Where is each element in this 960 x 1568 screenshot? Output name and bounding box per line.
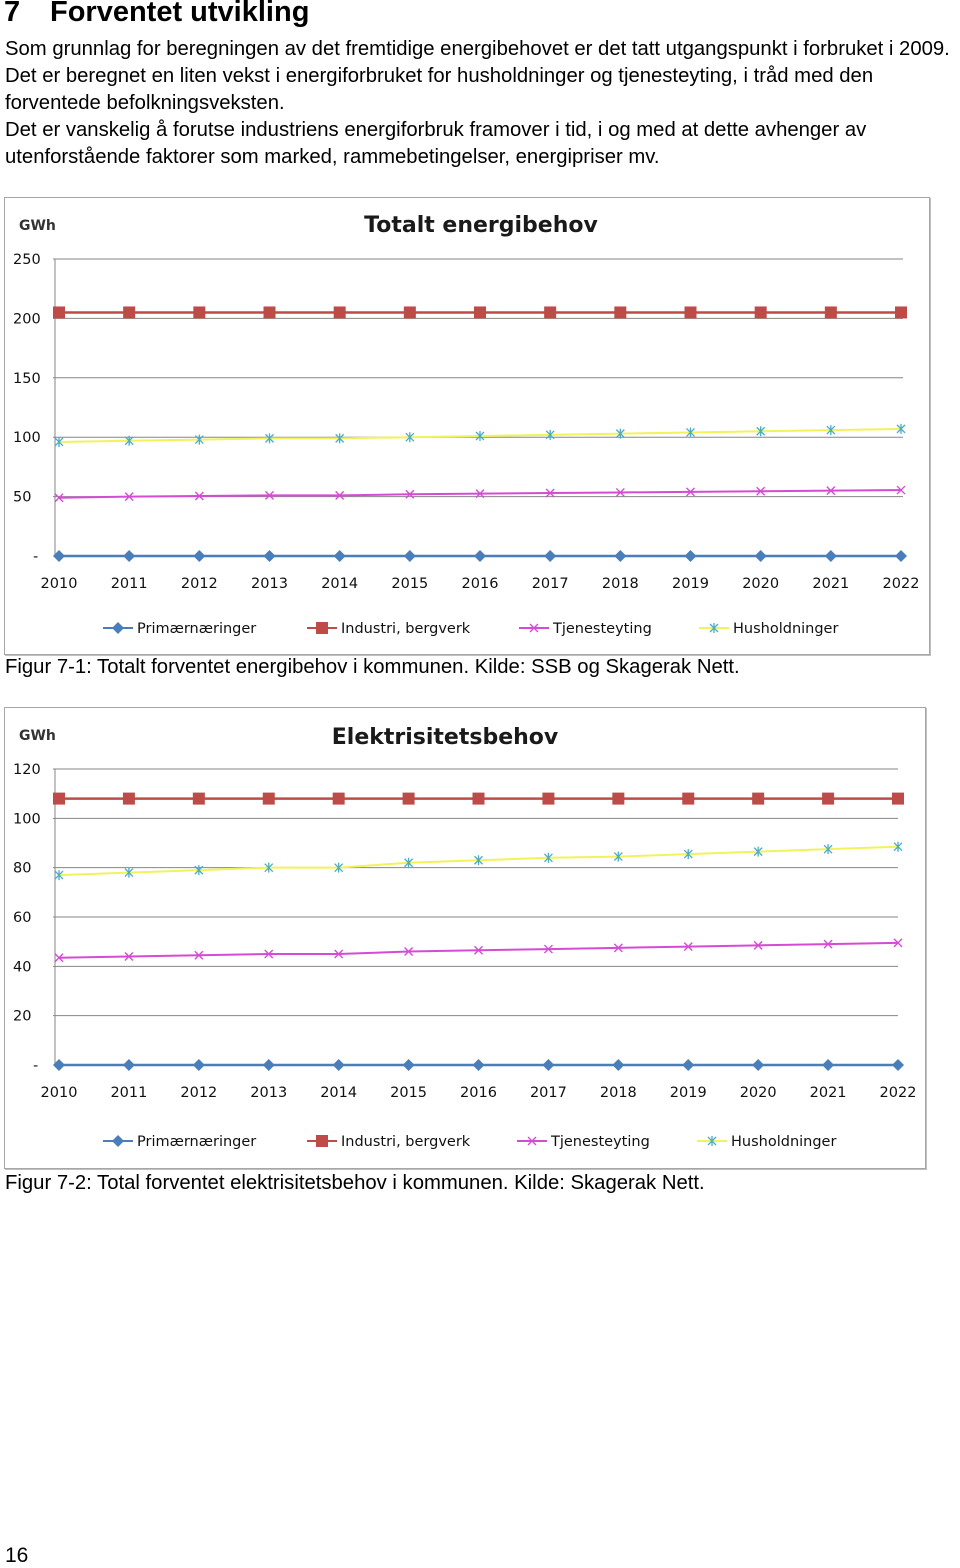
x-tick-label: 2014: [320, 1085, 358, 1101]
x-tick-label: 2012: [180, 1085, 218, 1101]
y-tick-label: 50: [13, 489, 32, 506]
x-tick-label: 2011: [110, 576, 148, 592]
legend-item: [517, 1134, 650, 1150]
y-tick-label: 40: [13, 959, 32, 976]
x-tick-label: 2018: [601, 576, 639, 592]
data-point: [755, 550, 767, 562]
data-point: [682, 1059, 694, 1071]
chart-total-energy-svg: [5, 198, 929, 654]
x-tick-label: 2020: [742, 576, 780, 592]
x-tick-label: 2019: [672, 576, 709, 592]
legend-item: [103, 1134, 256, 1150]
series-husholdninger: [55, 424, 905, 447]
data-point: [542, 1059, 554, 1071]
x-tick-label: 2021: [809, 1085, 847, 1101]
data-point: [825, 306, 837, 318]
chart-electricity-svg: [5, 708, 925, 1168]
data-point: [685, 550, 697, 562]
data-point: [263, 793, 275, 805]
chart-title: Totalt energibehov: [364, 213, 598, 238]
y-tick-label: -: [33, 1058, 39, 1074]
paragraph: Som grunnlag for beregningen av det fremtidige energibehovet er det tatt utgangspunkt i forbruket i 2009. Det er beregnet en liten vekst i energiforbruket for husholdninger og tjenesteyting, i tråd med den forventede befolkningsveksten.: [5, 38, 950, 114]
data-point: [614, 306, 626, 318]
data-point: [752, 793, 764, 805]
data-point: [682, 793, 694, 805]
figure-caption-1: Figur 7-1: Totalt forventet energibehov i kommunen. Kilde: SSB og Skagerak Nett.: [5, 656, 740, 678]
data-point: [333, 793, 345, 805]
data-point: [755, 306, 767, 318]
x-tick-label: 2013: [251, 576, 288, 592]
paragraph: Det er vanskelig å forutse industriens energiforbruk framover i tid, i og med at dette avhenger av utenforstående faktorer som marked, rammebetingelser, energipriser mv.: [5, 119, 867, 168]
series-primaernaeringer: [53, 1059, 904, 1071]
y-tick-label: 120: [13, 762, 41, 778]
data-point: [612, 1059, 624, 1071]
x-tick-label: 2016: [460, 1085, 497, 1101]
x-tick-label: 2018: [599, 1085, 637, 1101]
legend-item: [519, 621, 652, 637]
x-tick-label: 2017: [531, 576, 569, 592]
legend-swatch-marker: [112, 1135, 124, 1147]
section-number: 7: [4, 0, 21, 28]
y-tick-label: 20: [13, 1008, 32, 1025]
series-industri-bergverk: [53, 306, 907, 318]
legend-label: Tjenesteyting: [551, 1134, 650, 1150]
legend-label: Primærnæringer: [137, 1134, 257, 1150]
data-point: [123, 306, 135, 318]
legend-swatch-marker: [316, 622, 328, 634]
data-point: [473, 793, 485, 805]
data-point: [193, 550, 205, 562]
y-axis-unit: GWh: [19, 728, 56, 744]
x-tick-label: 2019: [669, 1085, 707, 1101]
data-point: [333, 1059, 345, 1071]
legend-label: Industri, bergverk: [341, 621, 471, 637]
data-point: [825, 550, 837, 562]
x-tick-label: 2010: [40, 576, 78, 592]
x-tick-label: 2012: [180, 576, 218, 592]
data-point: [403, 1059, 415, 1071]
section-heading: [4, 0, 309, 29]
chart-electricity: [4, 707, 926, 1169]
x-tick-label: 2011: [110, 1085, 148, 1101]
data-point: [193, 793, 205, 805]
data-point: [404, 550, 416, 562]
data-point: [123, 793, 135, 805]
x-tick-label: 2022: [879, 1085, 917, 1101]
y-tick-label: 60: [13, 910, 32, 926]
x-tick-label: 2015: [391, 576, 429, 592]
y-tick-label: 150: [13, 370, 41, 387]
series-tjenesteyting: [55, 939, 902, 962]
x-tick-label: 2017: [529, 1085, 567, 1101]
data-point: [752, 1059, 764, 1071]
data-point: [892, 1059, 904, 1071]
section-title: Forventet utvikling: [50, 0, 310, 28]
legend-label: Primærnæringer: [137, 621, 257, 637]
y-axis-unit: GWh: [19, 218, 56, 234]
data-point: [53, 306, 65, 318]
data-point: [403, 793, 415, 805]
x-tick-label: 2022: [882, 576, 920, 592]
data-point: [474, 306, 486, 318]
data-point: [263, 1059, 275, 1071]
x-tick-label: 2021: [812, 576, 850, 592]
legend-label: Husholdninger: [733, 621, 839, 637]
data-point: [264, 306, 276, 318]
legend-item: [699, 621, 838, 637]
y-tick-label: 250: [13, 252, 41, 268]
x-tick-label: 2016: [461, 576, 499, 592]
data-point: [892, 793, 904, 805]
data-point: [895, 550, 907, 562]
legend-item: [307, 1134, 471, 1150]
data-point: [542, 793, 554, 805]
figure-caption-2: Figur 7-2: Total forventet elektrisitetsbehov i kommunen. Kilde: Skagerak Nett.: [5, 1172, 705, 1194]
series-husholdninger: [55, 842, 902, 880]
data-point: [544, 306, 556, 318]
y-tick-label: 80: [13, 860, 32, 877]
data-point: [895, 306, 907, 318]
data-point: [193, 306, 205, 318]
data-point: [334, 550, 346, 562]
body-text: [5, 36, 960, 171]
legend-label: Industri, bergverk: [341, 1134, 471, 1150]
data-point: [614, 550, 626, 562]
data-point: [612, 793, 624, 805]
data-point: [474, 550, 486, 562]
legend-label: Husholdninger: [731, 1134, 837, 1150]
legend-swatch-marker: [316, 1135, 328, 1147]
x-tick-label: 2014: [321, 576, 359, 592]
legend-item: [307, 621, 471, 637]
data-point: [123, 550, 135, 562]
data-point: [123, 1059, 135, 1071]
data-point: [404, 306, 416, 318]
data-point: [473, 1059, 485, 1071]
legend-label: Tjenesteyting: [553, 621, 652, 637]
y-tick-label: 100: [13, 811, 41, 828]
data-point: [685, 306, 697, 318]
page-number: 16: [5, 1544, 29, 1567]
x-tick-label: 2015: [390, 1085, 428, 1101]
y-tick-label: 100: [13, 430, 41, 447]
legend-item: [697, 1134, 836, 1150]
data-point: [334, 306, 346, 318]
y-tick-label: 200: [13, 311, 41, 328]
x-tick-label: 2020: [739, 1085, 777, 1101]
x-tick-label: 2010: [40, 1085, 78, 1101]
data-point: [822, 1059, 834, 1071]
chart-total-energy: [4, 197, 930, 655]
data-point: [53, 793, 65, 805]
legend-item: [103, 621, 256, 637]
data-point: [544, 550, 556, 562]
data-point: [264, 550, 276, 562]
series-industri-bergverk: [53, 793, 904, 805]
legend-swatch-marker: [112, 622, 124, 634]
series-primaernaeringer: [53, 550, 907, 562]
chart-title: Elektrisitetsbehov: [331, 725, 559, 750]
y-tick-label: -: [33, 549, 39, 565]
data-point: [822, 793, 834, 805]
data-point: [193, 1059, 205, 1071]
series-tjenesteyting: [55, 486, 905, 502]
x-tick-label: 2013: [250, 1085, 288, 1101]
